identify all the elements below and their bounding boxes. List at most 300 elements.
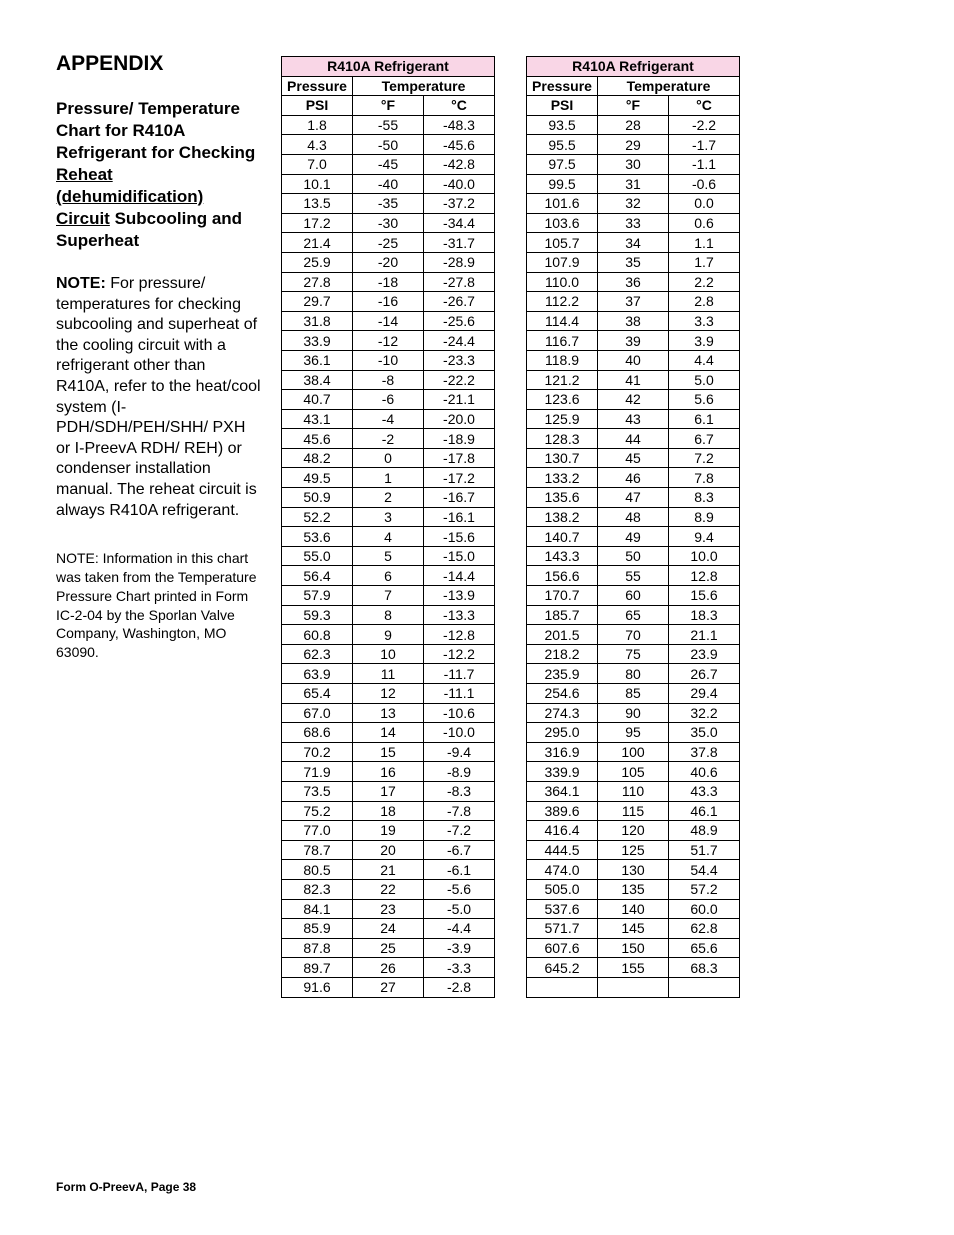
chart-heading xyxy=(56,98,261,252)
celsius-cell: 2.2 xyxy=(669,272,740,292)
psi-cell: 38.4 xyxy=(282,370,353,390)
fahrenheit-cell: -16 xyxy=(353,292,424,312)
celsius-cell: -4.4 xyxy=(424,919,495,939)
celsius-header: °C xyxy=(669,96,740,116)
table-row xyxy=(527,252,740,272)
fahrenheit-cell: 39 xyxy=(598,331,669,351)
fahrenheit-cell: -8 xyxy=(353,370,424,390)
fahrenheit-cell: 3 xyxy=(353,507,424,527)
celsius-cell: -40.0 xyxy=(424,174,495,194)
fahrenheit-cell: 60 xyxy=(598,586,669,606)
table-row xyxy=(282,527,495,547)
fahrenheit-cell: 150 xyxy=(598,938,669,958)
psi-cell: 29.7 xyxy=(282,292,353,312)
celsius-cell: -15.0 xyxy=(424,546,495,566)
psi-cell: 53.6 xyxy=(282,527,353,547)
celsius-cell: -7.8 xyxy=(424,801,495,821)
fahrenheit-cell: 55 xyxy=(598,566,669,586)
psi-cell: 57.9 xyxy=(282,586,353,606)
psi-cell: 73.5 xyxy=(282,781,353,801)
celsius-cell: -12.8 xyxy=(424,625,495,645)
fahrenheit-cell: 12 xyxy=(353,684,424,704)
celsius-cell: -3.9 xyxy=(424,938,495,958)
celsius-cell: 43.3 xyxy=(669,781,740,801)
table-row xyxy=(527,919,740,939)
psi-cell: 103.6 xyxy=(527,213,598,233)
celsius-cell: -6.7 xyxy=(424,840,495,860)
table-row xyxy=(282,566,495,586)
fahrenheit-cell: 135 xyxy=(598,879,669,899)
fahrenheit-cell: 8 xyxy=(353,605,424,625)
header-row-2 xyxy=(282,96,495,116)
header-row-1 xyxy=(282,76,495,96)
fahrenheit-cell: 50 xyxy=(598,546,669,566)
fahrenheit-cell: 38 xyxy=(598,311,669,331)
psi-cell: 114.4 xyxy=(527,311,598,331)
celsius-cell: -13.9 xyxy=(424,586,495,606)
fahrenheit-cell: 65 xyxy=(598,605,669,625)
fahrenheit-cell: 19 xyxy=(353,821,424,841)
table-row xyxy=(282,860,495,880)
table-row xyxy=(282,135,495,155)
fahrenheit-cell: 22 xyxy=(353,879,424,899)
table-row xyxy=(282,507,495,527)
table-row xyxy=(282,115,495,135)
refrigerant-table-2 xyxy=(526,56,740,998)
table-row xyxy=(282,194,495,214)
psi-cell: 274.3 xyxy=(527,703,598,723)
fahrenheit-cell: 34 xyxy=(598,233,669,253)
psi-cell: 505.0 xyxy=(527,879,598,899)
fahrenheit-cell: 42 xyxy=(598,390,669,410)
celsius-cell: -1.7 xyxy=(669,135,740,155)
fahrenheit-cell: -45 xyxy=(353,154,424,174)
celsius-cell: -17.2 xyxy=(424,468,495,488)
psi-cell: 101.6 xyxy=(527,194,598,214)
table-row xyxy=(527,115,740,135)
celsius-cell: -25.6 xyxy=(424,311,495,331)
psi-cell: 60.8 xyxy=(282,625,353,645)
celsius-cell: -11.1 xyxy=(424,684,495,704)
celsius-cell: -2.8 xyxy=(424,977,495,997)
celsius-cell: 18.3 xyxy=(669,605,740,625)
celsius-cell: 6.7 xyxy=(669,429,740,449)
celsius-cell: -13.3 xyxy=(424,605,495,625)
table-row xyxy=(282,409,495,429)
psi-cell: 339.9 xyxy=(527,762,598,782)
celsius-cell: 9.4 xyxy=(669,527,740,547)
psi-cell: 110.0 xyxy=(527,272,598,292)
table-row xyxy=(527,664,740,684)
psi-cell: 133.2 xyxy=(527,468,598,488)
fahrenheit-cell: 23 xyxy=(353,899,424,919)
celsius-cell: 60.0 xyxy=(669,899,740,919)
fahrenheit-cell: 90 xyxy=(598,703,669,723)
psi-cell: 128.3 xyxy=(527,429,598,449)
psi-cell: 116.7 xyxy=(527,331,598,351)
celsius-cell: -7.2 xyxy=(424,821,495,841)
temperature-header: Temperature xyxy=(598,76,740,96)
fahrenheit-cell: 27 xyxy=(353,977,424,997)
table-row xyxy=(527,586,740,606)
fahrenheit-cell: 100 xyxy=(598,742,669,762)
psi-cell: 93.5 xyxy=(527,115,598,135)
celsius-cell: 65.6 xyxy=(669,938,740,958)
fahrenheit-cell: 145 xyxy=(598,919,669,939)
psi-cell: 59.3 xyxy=(282,605,353,625)
psi-cell: 112.2 xyxy=(527,292,598,312)
table-row xyxy=(527,194,740,214)
table-row xyxy=(527,292,740,312)
table-row xyxy=(282,801,495,821)
psi-cell: 13.5 xyxy=(282,194,353,214)
psi-cell: 474.0 xyxy=(527,860,598,880)
table-row xyxy=(282,390,495,410)
celsius-cell: -10.0 xyxy=(424,723,495,743)
table-row xyxy=(282,213,495,233)
fahrenheit-cell: -14 xyxy=(353,311,424,331)
celsius-cell: -18.9 xyxy=(424,429,495,449)
psi-cell: 201.5 xyxy=(527,625,598,645)
table-row xyxy=(527,272,740,292)
celsius-cell: -1.1 xyxy=(669,154,740,174)
left-text-column xyxy=(56,52,261,662)
title-row xyxy=(527,57,740,77)
psi-cell: 68.6 xyxy=(282,723,353,743)
heading-part-1: Pressure/ Temperature Chart for R410A Refrigerant for Checking xyxy=(56,99,256,162)
table-row xyxy=(282,292,495,312)
celsius-cell: -23.3 xyxy=(424,350,495,370)
table-row xyxy=(527,409,740,429)
fahrenheit-cell: 95 xyxy=(598,723,669,743)
psi-cell: 52.2 xyxy=(282,507,353,527)
fahrenheit-cell: 11 xyxy=(353,664,424,684)
psi-cell: 82.3 xyxy=(282,879,353,899)
fahrenheit-cell: 130 xyxy=(598,860,669,880)
source-note: NOTE: Information in this chart was taken from the Temperature Pressure Chart printed in Form IC-2-04 by the Sporlan Valve Company, Washington, MO 63090. xyxy=(56,550,257,661)
table-row xyxy=(282,370,495,390)
fahrenheit-cell: 10 xyxy=(353,644,424,664)
celsius-cell: -11.7 xyxy=(424,664,495,684)
table-row xyxy=(282,899,495,919)
psi-cell: 55.0 xyxy=(282,546,353,566)
table-row xyxy=(282,821,495,841)
fahrenheit-cell: 125 xyxy=(598,840,669,860)
refrigerant-table-1 xyxy=(281,56,495,998)
fahrenheit-cell: 115 xyxy=(598,801,669,821)
celsius-cell: -6.1 xyxy=(424,860,495,880)
table-row xyxy=(527,977,740,997)
table-row xyxy=(527,174,740,194)
fahrenheit-cell: -35 xyxy=(353,194,424,214)
fahrenheit-cell: 15 xyxy=(353,742,424,762)
table-row xyxy=(527,821,740,841)
fahrenheit-cell: 33 xyxy=(598,213,669,233)
celsius-cell: 1.7 xyxy=(669,252,740,272)
celsius-cell: 51.7 xyxy=(669,840,740,860)
psi-cell: 105.7 xyxy=(527,233,598,253)
fahrenheit-cell: 26 xyxy=(353,958,424,978)
fahrenheit-cell: 2 xyxy=(353,488,424,508)
psi-cell: 71.9 xyxy=(282,762,353,782)
psi-cell: 21.4 xyxy=(282,233,353,253)
psi-cell: 97.5 xyxy=(527,154,598,174)
psi-cell: 7.0 xyxy=(282,154,353,174)
table-row xyxy=(282,311,495,331)
celsius-cell: -8.3 xyxy=(424,781,495,801)
psi-cell: 364.1 xyxy=(527,781,598,801)
table-row xyxy=(527,154,740,174)
psi-cell: 85.9 xyxy=(282,919,353,939)
psi-cell: 27.8 xyxy=(282,272,353,292)
celsius-cell: 48.9 xyxy=(669,821,740,841)
table-row xyxy=(527,213,740,233)
celsius-cell: 26.7 xyxy=(669,664,740,684)
table-row xyxy=(282,350,495,370)
celsius-cell: 0.0 xyxy=(669,194,740,214)
celsius-cell: 57.2 xyxy=(669,879,740,899)
celsius-cell: 32.2 xyxy=(669,703,740,723)
fahrenheit-header: °F xyxy=(598,96,669,116)
fahrenheit-cell: 21 xyxy=(353,860,424,880)
celsius-cell: 5.0 xyxy=(669,370,740,390)
celsius-cell: 4.4 xyxy=(669,350,740,370)
table-row xyxy=(282,233,495,253)
psi-cell: 118.9 xyxy=(527,350,598,370)
table-row xyxy=(527,958,740,978)
celsius-cell: 7.8 xyxy=(669,468,740,488)
table-row xyxy=(282,429,495,449)
psi-cell: 17.2 xyxy=(282,213,353,233)
psi-cell: 75.2 xyxy=(282,801,353,821)
celsius-cell: -15.6 xyxy=(424,527,495,547)
celsius-cell: -28.9 xyxy=(424,252,495,272)
table-row xyxy=(527,311,740,331)
psi-cell: 99.5 xyxy=(527,174,598,194)
psi-cell: 607.6 xyxy=(527,938,598,958)
fahrenheit-cell: 28 xyxy=(598,115,669,135)
psi-cell: 140.7 xyxy=(527,527,598,547)
psi-cell: 121.2 xyxy=(527,370,598,390)
psi-cell: 77.0 xyxy=(282,821,353,841)
psi-cell: 389.6 xyxy=(527,801,598,821)
celsius-cell: 6.1 xyxy=(669,409,740,429)
celsius-cell: 21.1 xyxy=(669,625,740,645)
table-row xyxy=(282,644,495,664)
table-row xyxy=(527,879,740,899)
table-row xyxy=(282,331,495,351)
psi-cell: 444.5 xyxy=(527,840,598,860)
fahrenheit-cell: -18 xyxy=(353,272,424,292)
celsius-cell: 0.6 xyxy=(669,213,740,233)
psi-cell: 31.8 xyxy=(282,311,353,331)
psi-cell: 138.2 xyxy=(527,507,598,527)
celsius-cell: 54.4 xyxy=(669,860,740,880)
table-row xyxy=(527,762,740,782)
fahrenheit-cell: 120 xyxy=(598,821,669,841)
celsius-cell: -3.3 xyxy=(424,958,495,978)
psi-cell: 67.0 xyxy=(282,703,353,723)
psi-cell: 295.0 xyxy=(527,723,598,743)
table-row xyxy=(527,566,740,586)
table-row xyxy=(527,135,740,155)
table-row xyxy=(527,938,740,958)
celsius-cell: -20.0 xyxy=(424,409,495,429)
psi-cell: 48.2 xyxy=(282,448,353,468)
header-row-2 xyxy=(527,96,740,116)
psi-cell: 130.7 xyxy=(527,448,598,468)
fahrenheit-cell: 80 xyxy=(598,664,669,684)
fahrenheit-header: °F xyxy=(353,96,424,116)
fahrenheit-cell: 44 xyxy=(598,429,669,449)
fahrenheit-cell: -2 xyxy=(353,429,424,449)
psi-cell: 416.4 xyxy=(527,821,598,841)
psi-cell: 10.1 xyxy=(282,174,353,194)
fahrenheit-cell: 7 xyxy=(353,586,424,606)
table-row xyxy=(282,684,495,704)
fahrenheit-cell: 9 xyxy=(353,625,424,645)
fahrenheit-cell: 70 xyxy=(598,625,669,645)
page-footer: Form O-PreevA, Page 38 xyxy=(56,1180,197,1194)
fahrenheit-cell: 20 xyxy=(353,840,424,860)
table-row xyxy=(527,507,740,527)
psi-cell: 107.9 xyxy=(527,252,598,272)
fahrenheit-cell xyxy=(598,977,669,997)
celsius-cell: -34.4 xyxy=(424,213,495,233)
table-row xyxy=(282,154,495,174)
psi-cell: 49.5 xyxy=(282,468,353,488)
table-title: R410A Refrigerant xyxy=(527,57,740,77)
celsius-cell: 29.4 xyxy=(669,684,740,704)
table-row xyxy=(527,644,740,664)
table-row xyxy=(527,468,740,488)
fahrenheit-cell: 25 xyxy=(353,938,424,958)
celsius-cell: 68.3 xyxy=(669,958,740,978)
celsius-cell: -17.8 xyxy=(424,448,495,468)
psi-cell: 80.5 xyxy=(282,860,353,880)
psi-cell: 537.6 xyxy=(527,899,598,919)
fahrenheit-cell: 41 xyxy=(598,370,669,390)
psi-cell: 135.6 xyxy=(527,488,598,508)
fahrenheit-cell: -55 xyxy=(353,115,424,135)
heading-part-underlined: Reheat (dehumidification) Circuit xyxy=(56,165,204,228)
header-row-1 xyxy=(527,76,740,96)
table-row xyxy=(527,448,740,468)
fahrenheit-cell: 0 xyxy=(353,448,424,468)
table-row xyxy=(527,370,740,390)
psi-header: PSI xyxy=(527,96,598,116)
fahrenheit-cell: -30 xyxy=(353,213,424,233)
table-row xyxy=(282,762,495,782)
celsius-cell: 7.2 xyxy=(669,448,740,468)
celsius-cell: 2.8 xyxy=(669,292,740,312)
table-row xyxy=(282,448,495,468)
fahrenheit-cell: 110 xyxy=(598,781,669,801)
psi-cell: 33.9 xyxy=(282,331,353,351)
celsius-cell: 35.0 xyxy=(669,723,740,743)
table-row xyxy=(282,958,495,978)
psi-cell: 36.1 xyxy=(282,350,353,370)
psi-cell: 87.8 xyxy=(282,938,353,958)
psi-cell: 84.1 xyxy=(282,899,353,919)
celsius-cell: -12.2 xyxy=(424,644,495,664)
fahrenheit-cell: 13 xyxy=(353,703,424,723)
celsius-cell: -16.1 xyxy=(424,507,495,527)
psi-cell: 50.9 xyxy=(282,488,353,508)
celsius-cell: -45.6 xyxy=(424,135,495,155)
fahrenheit-cell: 46 xyxy=(598,468,669,488)
table-row xyxy=(282,586,495,606)
celsius-cell: -5.6 xyxy=(424,879,495,899)
celsius-cell: 40.6 xyxy=(669,762,740,782)
table-row xyxy=(282,252,495,272)
celsius-cell: -42.8 xyxy=(424,154,495,174)
pressure-header: Pressure xyxy=(527,76,598,96)
fahrenheit-cell: 43 xyxy=(598,409,669,429)
psi-cell: 45.6 xyxy=(282,429,353,449)
table-row xyxy=(282,272,495,292)
celsius-cell: 46.1 xyxy=(669,801,740,821)
note-text: For pressure/ temperatures for checking subcooling and superheat of the cooling circuit with a refrigerant other than R410A, refer to the heat/cool system (I-PDH/SDH/PEH/SHH/ PXH or I-PreevA RDH/ REH) or condenser installation manual. The reheat circuit is always R410A refrigerant. xyxy=(56,275,261,519)
table-row xyxy=(282,488,495,508)
note-label: NOTE: xyxy=(56,275,106,292)
fahrenheit-cell: 18 xyxy=(353,801,424,821)
fahrenheit-cell: 47 xyxy=(598,488,669,508)
fahrenheit-cell: 105 xyxy=(598,762,669,782)
table-row xyxy=(527,801,740,821)
table-row xyxy=(282,781,495,801)
celsius-cell: 10.0 xyxy=(669,546,740,566)
fahrenheit-cell: 45 xyxy=(598,448,669,468)
psi-cell: 645.2 xyxy=(527,958,598,978)
table-row xyxy=(282,840,495,860)
psi-cell: 25.9 xyxy=(282,252,353,272)
table-row xyxy=(282,664,495,684)
fahrenheit-cell: 75 xyxy=(598,644,669,664)
psi-cell: 91.6 xyxy=(282,977,353,997)
fahrenheit-cell: 48 xyxy=(598,507,669,527)
celsius-cell: -10.6 xyxy=(424,703,495,723)
fahrenheit-cell: 30 xyxy=(598,154,669,174)
table-row xyxy=(527,703,740,723)
psi-cell: 143.3 xyxy=(527,546,598,566)
psi-cell: 95.5 xyxy=(527,135,598,155)
celsius-cell xyxy=(669,977,740,997)
table-row xyxy=(527,605,740,625)
fahrenheit-cell: -12 xyxy=(353,331,424,351)
table-row xyxy=(527,723,740,743)
psi-header: PSI xyxy=(282,96,353,116)
celsius-cell: 3.3 xyxy=(669,311,740,331)
celsius-cell: 1.1 xyxy=(669,233,740,253)
celsius-cell: -31.7 xyxy=(424,233,495,253)
psi-cell: 4.3 xyxy=(282,135,353,155)
celsius-cell: -8.9 xyxy=(424,762,495,782)
table-row xyxy=(527,331,740,351)
psi-cell: 170.7 xyxy=(527,586,598,606)
psi-cell: 89.7 xyxy=(282,958,353,978)
fahrenheit-cell: 31 xyxy=(598,174,669,194)
table-title: R410A Refrigerant xyxy=(282,57,495,77)
title-row xyxy=(282,57,495,77)
psi-cell: 40.7 xyxy=(282,390,353,410)
table-row xyxy=(282,742,495,762)
psi-cell: 78.7 xyxy=(282,840,353,860)
fahrenheit-cell: -20 xyxy=(353,252,424,272)
note-paragraph xyxy=(56,274,261,521)
celsius-cell: 3.9 xyxy=(669,331,740,351)
celsius-cell: 37.8 xyxy=(669,742,740,762)
